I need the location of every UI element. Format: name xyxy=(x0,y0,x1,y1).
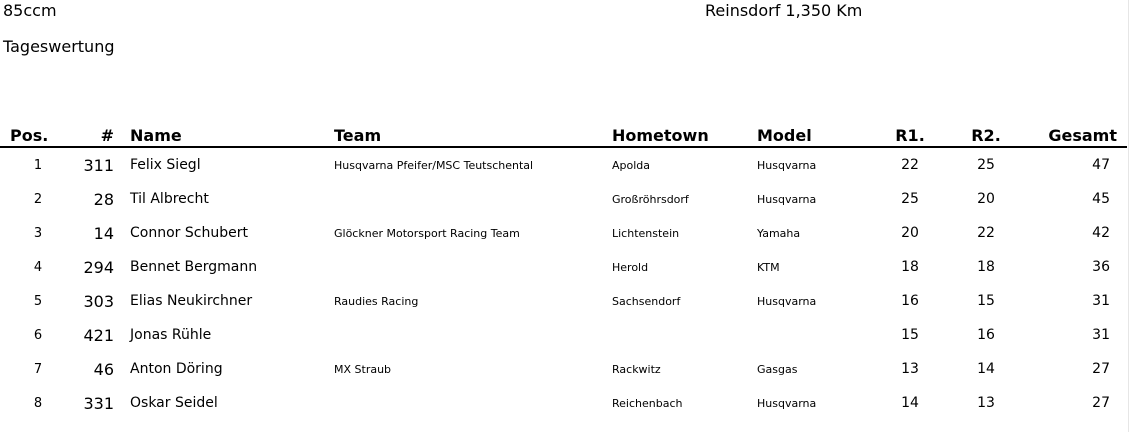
header-total: Gesamt xyxy=(1021,121,1127,147)
header-team: Team xyxy=(334,121,612,147)
cell-pos: 6 xyxy=(33,327,43,343)
cell-hometown: Lichtenstein xyxy=(612,226,680,240)
cell-total: 27 xyxy=(1092,395,1110,411)
cell-team xyxy=(334,386,612,420)
cell-r1: 15 xyxy=(901,327,919,343)
header-pos: Pos. xyxy=(0,121,76,147)
header-model: Model xyxy=(757,121,869,147)
cell-r1: 22 xyxy=(901,157,919,173)
cell-name: Elias Neukirchner xyxy=(130,293,253,309)
cell-model: Gasgas xyxy=(757,362,798,376)
table-row xyxy=(0,284,1127,318)
results-table xyxy=(0,121,1127,420)
table-row xyxy=(0,182,1127,216)
cell-name: Felix Siegl xyxy=(130,157,201,173)
cell-number: 421 xyxy=(83,325,114,345)
cell-hometown: Großröhrsdorf xyxy=(612,192,689,206)
cell-pos: 2 xyxy=(33,191,43,207)
cell-model: Husqvarna xyxy=(757,158,817,172)
table-row xyxy=(0,386,1127,420)
cell-name: Jonas Rühle xyxy=(130,327,212,343)
cell-total: 42 xyxy=(1092,225,1110,241)
cell-number: 311 xyxy=(83,155,114,175)
cell-r1: 16 xyxy=(901,293,919,309)
cell-model: Yamaha xyxy=(757,226,801,240)
header-r1: R1. xyxy=(869,121,951,147)
cell-r2: 14 xyxy=(977,361,995,377)
cell-number: 294 xyxy=(83,257,114,277)
cell-team xyxy=(334,250,612,284)
header-hometown: Hometown xyxy=(612,121,757,147)
cell-model: Husqvarna xyxy=(757,396,817,410)
cell-total: 31 xyxy=(1092,293,1110,309)
cell-total: 27 xyxy=(1092,361,1110,377)
cell-r1: 13 xyxy=(901,361,919,377)
cell-hometown: Rackwitz xyxy=(612,362,661,376)
cell-number: 303 xyxy=(83,291,114,311)
cell-pos: 5 xyxy=(33,293,43,309)
cell-r1: 18 xyxy=(901,259,919,275)
cell-total: 45 xyxy=(1092,191,1110,207)
cell-r2: 25 xyxy=(977,157,995,173)
cell-name: Oskar Seidel xyxy=(130,395,218,411)
table-row xyxy=(0,352,1127,386)
cell-r2: 15 xyxy=(977,293,995,309)
cell-number: 14 xyxy=(93,223,114,243)
cell-total: 36 xyxy=(1092,259,1110,275)
cell-hometown xyxy=(612,318,757,352)
cell-number: 331 xyxy=(83,393,114,413)
results-subtitle: Tageswertung xyxy=(3,37,115,56)
cell-name: Til Albrecht xyxy=(130,191,209,207)
cell-total: 47 xyxy=(1092,157,1110,173)
header-name: Name xyxy=(126,121,334,147)
cell-pos: 1 xyxy=(33,157,43,173)
cell-team: Husqvarna Pfeifer/MSC Teutschental xyxy=(334,158,534,172)
table-row xyxy=(0,318,1127,352)
header-r2: R2. xyxy=(951,121,1021,147)
cell-pos: 4 xyxy=(33,259,43,275)
cell-model: KTM xyxy=(757,260,780,274)
cell-name: Bennet Bergmann xyxy=(130,259,258,275)
cell-team: Glöckner Motorsport Racing Team xyxy=(334,226,520,240)
cell-hometown: Herold xyxy=(612,260,649,274)
cell-hometown: Sachsendorf xyxy=(612,294,681,308)
cell-model: Husqvarna xyxy=(757,192,817,206)
cell-team xyxy=(334,182,612,216)
cell-hometown: Apolda xyxy=(612,158,651,172)
table-row xyxy=(0,147,1127,182)
cell-name: Connor Schubert xyxy=(130,225,248,241)
cell-name: Anton Döring xyxy=(130,361,223,377)
cell-pos: 7 xyxy=(33,361,43,377)
cell-model: Husqvarna xyxy=(757,294,817,308)
cell-team: Raudies Racing xyxy=(334,294,419,308)
cell-r2: 20 xyxy=(977,191,995,207)
table-row xyxy=(0,250,1127,284)
cell-number: 28 xyxy=(93,189,114,209)
cell-r2: 13 xyxy=(977,395,995,411)
cell-r1: 14 xyxy=(901,395,919,411)
cell-r2: 16 xyxy=(977,327,995,343)
cell-total: 31 xyxy=(1092,327,1110,343)
class-label: 85ccm xyxy=(3,1,57,20)
cell-hometown: Reichenbach xyxy=(612,396,683,410)
cell-r2: 18 xyxy=(977,259,995,275)
cell-r1: 25 xyxy=(901,191,919,207)
cell-pos: 8 xyxy=(33,395,43,411)
cell-pos: 3 xyxy=(33,225,43,241)
header-number: # xyxy=(76,121,126,147)
table-header-row xyxy=(0,121,1127,147)
cell-number: 46 xyxy=(93,359,114,379)
cell-model xyxy=(757,318,869,352)
table-row xyxy=(0,216,1127,250)
cell-team: MX Straub xyxy=(334,362,392,376)
cell-r1: 20 xyxy=(901,225,919,241)
cell-r2: 22 xyxy=(977,225,995,241)
cell-team xyxy=(334,318,612,352)
event-location: Reinsdorf 1,350 Km xyxy=(705,1,863,20)
